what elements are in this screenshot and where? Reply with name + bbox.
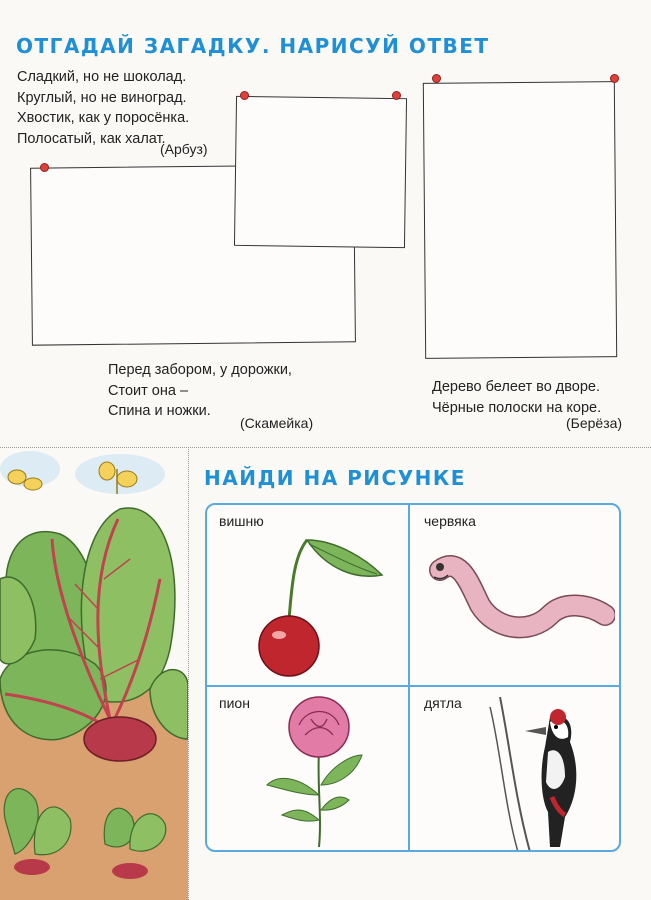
- riddle-2-line: Стоит она –: [108, 382, 189, 399]
- riddle-1-line: Полосатый, как халат.: [17, 130, 166, 147]
- riddle-2-line: Спина и ножки.: [108, 403, 211, 419]
- woodpecker-icon: [470, 697, 600, 852]
- find-cell-cherry[interactable]: [207, 505, 407, 685]
- pin-icon: [432, 74, 441, 83]
- cherry-icon: [247, 520, 397, 680]
- riddle-3-line: Чёрные полоски на коре.: [432, 399, 602, 416]
- peony-icon: [237, 695, 387, 850]
- riddle-2-answer: (Скамейка): [240, 415, 314, 431]
- riddle-1-text: [17, 67, 232, 149]
- drawing-area-2[interactable]: [234, 96, 407, 248]
- riddle-3-line: Дерево белеет во дворе.: [432, 379, 601, 395]
- cut-line: [188, 449, 189, 900]
- riddle-1-line: Сладкий, но не шоколад.: [17, 69, 187, 85]
- riddle-3-answer: (Берёза): [566, 415, 623, 431]
- riddle-2-text: [108, 360, 348, 422]
- section-title-find: НАЙДИ НА РИСУНКЕ: [204, 466, 466, 490]
- section-divider: [0, 447, 651, 448]
- riddle-2-line: Перед забором, у дорожки,: [108, 362, 292, 378]
- cell-label: пион: [219, 695, 250, 711]
- pin-icon: [40, 163, 49, 172]
- riddle-1-answer: (Арбуз): [160, 141, 208, 157]
- riddle-1-line: Хвостик, как у поросёнка.: [17, 110, 190, 126]
- drawing-area-3[interactable]: [423, 81, 617, 359]
- beet-root: [84, 717, 156, 761]
- find-cell-worm[interactable]: [410, 505, 619, 685]
- cell-label: червяка: [424, 513, 476, 529]
- riddle-3-text: [432, 377, 647, 418]
- cell-label: дятла: [424, 695, 462, 711]
- worm-icon: [420, 545, 615, 645]
- cell-label: вишню: [219, 513, 264, 529]
- find-grid: [205, 503, 621, 852]
- find-cell-peony[interactable]: [207, 687, 407, 850]
- section-title-riddles: ОТГАДАЙ ЗАГАДКУ. НАРИСУЙ ОТВЕТ: [16, 34, 490, 58]
- find-cell-woodpecker[interactable]: [410, 687, 619, 850]
- beet-garden-illustration: [0, 449, 188, 900]
- pin-icon: [240, 91, 249, 100]
- pin-icon: [392, 91, 401, 100]
- pin-icon: [610, 74, 619, 83]
- riddle-1-line: Круглый, но не виноград.: [17, 89, 187, 106]
